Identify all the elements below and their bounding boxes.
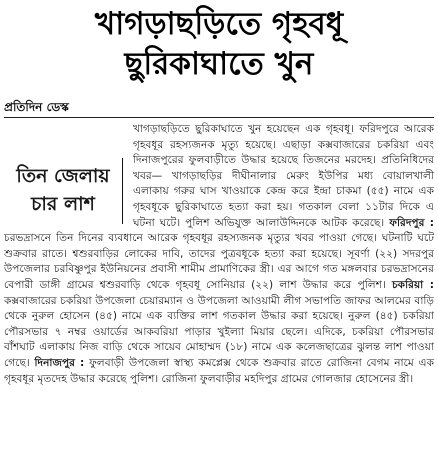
headline-line-2: ছুরিকাঘাতে খুন <box>124 46 314 82</box>
paragraph-faridpur: চরভদ্রাসনে তিন দিনের ব্যবধানে আরেক গৃহবধূর রহস্যজনক মৃত্যুর খবর পাওয়া গেছে। ঘটনাটি ঘটে শুক্রবার রাতে। শ্বশুরবাড়ির লোকের দাবি, তাদের পুত্রবধূকে হত্যা করা হয়েছে। সূবর্ণা (২২) সদরপুর উপজেলার চরবিষ্ণুপুর ইউনিয়নের প্রবাসী শামীম প্রামাণিকের স্ত্রী। এর আগে গত মঙ্গলবার চরভদ্রাসনের বেপারী ডাঙ্গী গ্রামের শ্বশুরবাড়ি থেকে গৃহবধূ সোনিয়ার (২২) লাশ উদ্ধার করে পুলিশ। <box>4 232 434 291</box>
byline-divider <box>4 117 434 118</box>
dinajpur-label: দিনাজপুর : <box>34 356 85 369</box>
paragraph-dinajpur: ফুলবাড়ী উপজেলা স্বাস্থ্য কমপ্লেক্স থেকে শুক্রবার রাতে রোজিনা বেগম নামে এক গৃহবধূর মৃতদেহ উদ্ধার করেছে পুলিশ। রোজিনা ফুলবাড়ীর মহদিপুর গ্রামের গোলজার হোসেনের স্ত্রী। <box>4 356 434 385</box>
chakaria-label: চকরিয়া : <box>391 278 434 291</box>
paragraph-chakaria: কক্সবাজারের চকরিয়া উপজেলা চেয়ারম্যান ও উপজেলা আওয়ামী লীগ সভাপতি জাফর আলমের বাড়ি থেকে নুরুল হোসেন (৪৫) নামে এক ব্যক্তির লাশ গতকাল উদ্ধার করা হয়েছে। নুরুল (৪৫) চকরিয়া পৌরসভার ৭ নম্বর ওয়ার্ডের আকবরিয়া পাড়ার খুইল্যা মিয়ার ছেলে। এদিকে, চকরিয়া পৌরসভার বাঁশঘাট এলাকায় নিজ বাড়ি থেকে সায়েব মোহাম্মদ (১৮) নামে এক কলেজছাত্রের ঝুলন্ত লাশ পাওয়া গেছে। <box>4 294 434 369</box>
headline-line-1: খাগড়াছড়িতে গৃহবধূ <box>94 6 344 42</box>
pull-quote <box>4 158 123 224</box>
byline: প্রতিদিন ডেস্ক <box>4 100 69 114</box>
paragraph-intro: খাগড়াছড়িতে ছুরিকাঘাতে খুন হয়েছেন এক গৃহবধূ। ফরিদপুরে আরেক গৃহবধূর রহস্যজনক মৃত্যু হয়েছে। এছাড়া কক্সবাজারের চকরিয়া এবং দিনাজপুরের ফুলবাড়ীতে উদ্ধার হয়েছে তিজনের মরদেহ। প্রতিনিধিদের খবর— খাগড়াছড়ির দীঘীনালার মেরুং ইউপির মধ্য বোয়ালখালী এলাকায় গরুর ঘাস খাওয়াকে কেন্দ্র করে ইন্দ্রা চাকমা (৫৫) নামে এক গৃহবধূকে ছুরিকাঘাতে হত্যা করা হয়। গতকাল বেলা ১১টার দিকে এ ঘটনা ঘটে। পুলিশ অভিযুক্ত আলাউদ্দিনকে আটক করেছে। <box>133 123 434 229</box>
headline <box>0 4 438 84</box>
pull-quote-line-2: চার লাশ <box>31 193 95 215</box>
pull-quote-line-1: তিন জেলায় <box>16 165 110 187</box>
faridpur-label: ফরিদপুর : <box>389 216 435 229</box>
article-body <box>4 122 434 387</box>
